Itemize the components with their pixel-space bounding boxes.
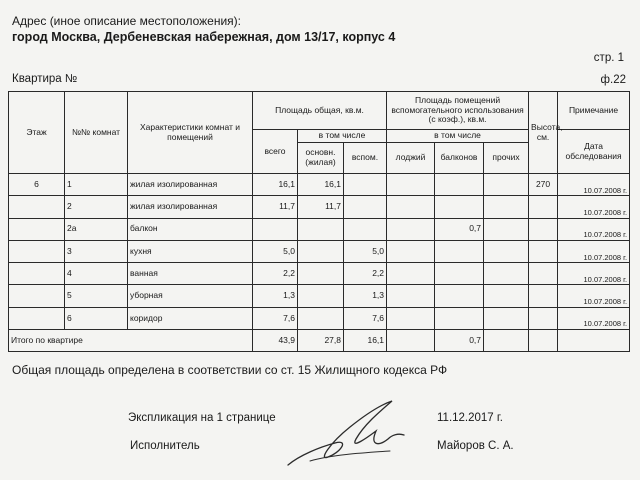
cell-loggia <box>387 196 435 218</box>
cell-balcony <box>435 196 484 218</box>
table-row <box>9 240 630 262</box>
cell-height <box>529 285 558 307</box>
cell-balcony <box>435 174 484 196</box>
cell-floor <box>9 196 65 218</box>
cell-other <box>484 218 529 240</box>
cell-main <box>298 263 344 285</box>
totals-date <box>558 330 630 352</box>
cell-balcony <box>435 240 484 262</box>
cell-main <box>298 307 344 329</box>
header-total-area: Площадь общая, кв.м. <box>253 92 387 130</box>
header-note: Примечание <box>558 92 630 130</box>
apartment-label: Квартира № <box>12 73 78 85</box>
totals-height <box>529 330 558 352</box>
cell-room: 2 <box>65 196 128 218</box>
cell-room: 6 <box>65 307 128 329</box>
cell-date: 10.07.2008 г. <box>558 218 630 240</box>
cell-other <box>484 196 529 218</box>
cell-balcony <box>435 285 484 307</box>
header-in-total-aux: в том числе <box>387 130 529 143</box>
cell-other <box>484 263 529 285</box>
cell-date: 10.07.2008 г. <box>558 263 630 285</box>
header-survey-date: Дата обследования <box>558 130 630 174</box>
cell-height: 270 <box>529 174 558 196</box>
header-characteristics: Характеристики комнат и помещений <box>128 92 253 174</box>
cell-date: 10.07.2008 г. <box>558 174 630 196</box>
header-main: основн. (жилая) <box>298 143 344 174</box>
cell-room: 2а <box>65 218 128 240</box>
cell-loggia <box>387 285 435 307</box>
cell-loggia <box>387 263 435 285</box>
cell-balcony: 0,7 <box>435 218 484 240</box>
cell-aux <box>344 218 387 240</box>
cell-date: 10.07.2008 г. <box>558 196 630 218</box>
table-row <box>9 196 630 218</box>
cell-room: 4 <box>65 263 128 285</box>
cell-room: 5 <box>65 285 128 307</box>
header-total: всего <box>253 130 298 174</box>
cell-desc: уборная <box>128 285 253 307</box>
cell-floor <box>9 307 65 329</box>
page-number: стр. 1 <box>593 52 624 64</box>
cell-height <box>529 240 558 262</box>
cell-total: 11,7 <box>253 196 298 218</box>
totals-main: 27,8 <box>298 330 344 352</box>
cell-floor <box>9 285 65 307</box>
totals-total: 43,9 <box>253 330 298 352</box>
cell-total: 5,0 <box>253 240 298 262</box>
explication-pages: Экспликация на 1 странице <box>128 412 276 424</box>
cell-height <box>529 307 558 329</box>
cell-floor <box>9 218 65 240</box>
executor-name: Майоров С. А. <box>437 440 514 452</box>
header-balconies: балконов <box>435 143 484 174</box>
cell-room: 1 <box>65 174 128 196</box>
cell-desc: коридор <box>128 307 253 329</box>
cell-aux <box>344 174 387 196</box>
cell-height <box>529 196 558 218</box>
table-row <box>9 285 630 307</box>
cell-total: 2,2 <box>253 263 298 285</box>
cell-desc: кухня <box>128 240 253 262</box>
legal-note: Общая площадь определена в соответствии со ст. 15 Жилищного кодекса РФ <box>12 363 448 377</box>
header-aux-area: Площадь помещений вспомогательного использования (с коэф.), кв.м. <box>387 92 529 130</box>
cell-floor <box>9 240 65 262</box>
cell-desc: жилая изолированная <box>128 174 253 196</box>
header-floor: Этаж <box>9 92 65 174</box>
signature-icon <box>280 395 420 475</box>
cell-other <box>484 285 529 307</box>
cell-date: 10.07.2008 г. <box>558 285 630 307</box>
cell-date: 10.07.2008 г. <box>558 240 630 262</box>
address-label: Адрес (иное описание местоположения): <box>12 14 241 28</box>
cell-desc: жилая изолированная <box>128 196 253 218</box>
cell-aux: 5,0 <box>344 240 387 262</box>
cell-room: 3 <box>65 240 128 262</box>
cell-height <box>529 263 558 285</box>
cell-other <box>484 174 529 196</box>
cell-floor <box>9 263 65 285</box>
cell-loggia <box>387 174 435 196</box>
executor-label: Исполнитель <box>130 440 200 452</box>
cell-aux: 7,6 <box>344 307 387 329</box>
totals-label: Итого по квартире <box>9 330 253 352</box>
cell-aux: 2,2 <box>344 263 387 285</box>
cell-floor: 6 <box>9 174 65 196</box>
cell-loggia <box>387 218 435 240</box>
cell-height <box>529 218 558 240</box>
cell-main <box>298 240 344 262</box>
cell-main: 11,7 <box>298 196 344 218</box>
table-row <box>9 263 630 285</box>
cell-desc: балкон <box>128 218 253 240</box>
cell-date: 10.07.2008 г. <box>558 307 630 329</box>
header-loggias: лоджий <box>387 143 435 174</box>
table-row <box>9 218 630 240</box>
cell-aux <box>344 196 387 218</box>
document-date: 11.12.2017 г. <box>437 412 503 424</box>
cell-total <box>253 218 298 240</box>
cell-balcony <box>435 263 484 285</box>
cell-main: 16,1 <box>298 174 344 196</box>
address-value: город Москва, Дербеневская набережная, дом 13/17, корпус 4 <box>12 30 396 44</box>
table-row <box>9 174 630 196</box>
totals-row <box>9 330 630 352</box>
header-other: прочих <box>484 143 529 174</box>
header-room-no: №№ комнат <box>65 92 128 174</box>
cell-main <box>298 285 344 307</box>
table-row <box>9 307 630 329</box>
cell-balcony <box>435 307 484 329</box>
explication-table <box>8 91 630 352</box>
totals-balcony: 0,7 <box>435 330 484 352</box>
totals-loggia <box>387 330 435 352</box>
cell-loggia <box>387 240 435 262</box>
header-in-total: в том числе <box>298 130 387 143</box>
cell-total: 16,1 <box>253 174 298 196</box>
cell-total: 7,6 <box>253 307 298 329</box>
header-height: Высота, см. <box>529 92 558 174</box>
form-number: ф.22 <box>600 74 626 86</box>
cell-other <box>484 240 529 262</box>
cell-other <box>484 307 529 329</box>
totals-other <box>484 330 529 352</box>
header-aux: вспом. <box>344 143 387 174</box>
cell-main <box>298 218 344 240</box>
cell-total: 1,3 <box>253 285 298 307</box>
cell-aux: 1,3 <box>344 285 387 307</box>
cell-desc: ванная <box>128 263 253 285</box>
cell-loggia <box>387 307 435 329</box>
totals-aux: 16,1 <box>344 330 387 352</box>
